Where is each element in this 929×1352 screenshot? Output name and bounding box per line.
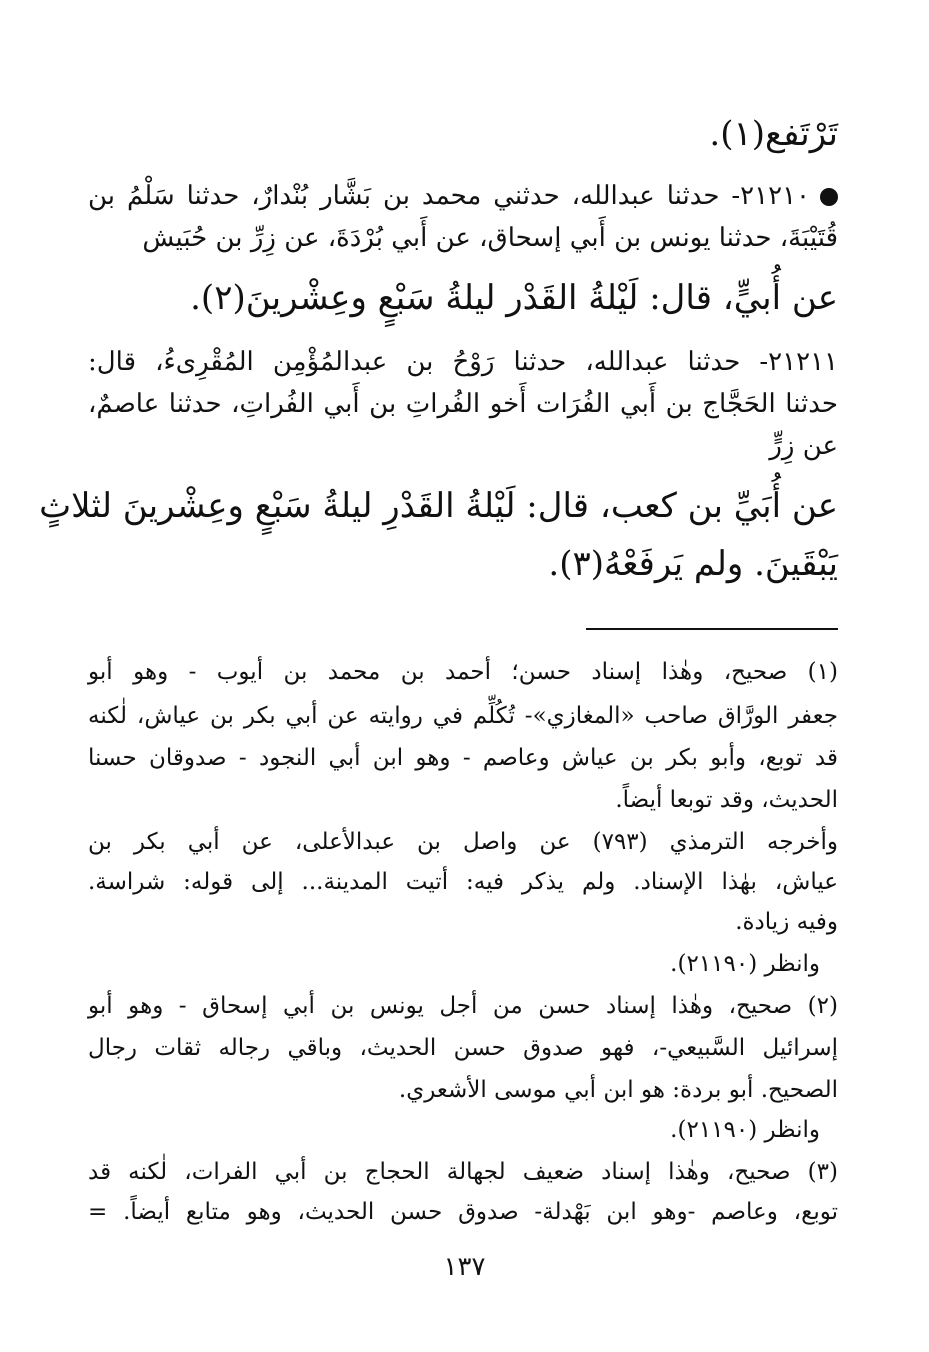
footnote-1-line-8: وانظر (٢١١٩٠). xyxy=(670,951,820,977)
hadith-21211-chain-line-2: حدثنا الحَجَّاج بن أَبي الفُرَات أَخو الفُراتِ بن أَبي الفُراتِ، حدثنا عاصمٌ، xyxy=(88,389,838,419)
footnote-2-line-4: وانظر (٢١١٩٠). xyxy=(670,1117,820,1143)
hadith-21210-text: عن أُبيٍّ، قال: لَيْلةُ القَدْر ليلةُ سَبْعٍ وعِشْرينَ(٢). xyxy=(190,278,838,318)
footnote-2-line-3: الصحيح. أبو بردة: هو ابن أبي موسى الأشعري. xyxy=(398,1077,838,1103)
footnote-1-line-4: الحديث، وقد توبعا أيضاً. xyxy=(615,787,838,813)
hadith-21211-text-line-2: يَبْقَينَ. ولم يَرفَعْهُ(٣). xyxy=(548,544,838,584)
hadith-21210-chain-line-1 xyxy=(88,178,838,214)
footnote-3-line-1: (٣) صحيح، وهٰذا إسناد ضعيف لجهالة الحجاج بن أبي الفرات، لٰكنه قد xyxy=(88,1159,838,1185)
footnote-1-line-2: جعفر الورَّاق صاحب «المغازي»- تُكُلِّم في روايته عن أبي بكر بن عياش، لٰكنه xyxy=(88,703,838,729)
hadith-21211-chain-line-3: عن زِرٍّ xyxy=(769,431,838,461)
footnote-1-line-6: عياش، بهٰذا الإسناد. ولم يذكر فيه: أتيت المدينة... إلى قوله: شراسة. xyxy=(88,869,838,895)
continuation-line: تَرْتَفع(١). xyxy=(709,114,838,154)
footnote-1-line-1: (١) صحيح، وهٰذا إسناد حسن؛ أحمد بن محمد بن أيوب - وهو أبو xyxy=(88,659,838,685)
footnote-2-line-2: إسرائيل السَّبيعي-، فهو صدوق حسن الحديث، وباقي رجاله ثقات رجال xyxy=(88,1035,838,1061)
hadith-21210-chain-line-2: قُتَيْبَةَ، حدثنا يونس بن أَبي إسحاق، عن أَبي بُرْدَةَ، عن زِرِّ بن حُبَيش xyxy=(142,223,838,253)
hadith-21211-text-line-1: عن أُبَيِّ بن كعب، قال: لَيْلةُ القَدْرِ ليلةُ سَبْعٍ وعِشْرينَ لثلاثٍ xyxy=(39,486,838,526)
footnote-2-line-1: (٢) صحيح، وهٰذا إسناد حسن من أجل يونس بن أبي إسحاق - وهو أبو xyxy=(88,993,838,1019)
footnote-3-line-2: توبع، وعاصم -وهو ابن بَهْدلة- صدوق حسن الحديث، وهو متابع أيضاً. = xyxy=(88,1199,838,1225)
page-number: ١٣٧ xyxy=(443,1252,486,1282)
hadith-21210-chain-text-1: ٢١٢١٠- حدثنا عبدالله، حدثني محمد بن بَشَّار بُنْدارٌ، حدثنا سَلْمُ بن xyxy=(88,181,810,211)
bullet-icon xyxy=(820,188,838,206)
footnote-1-line-7: وفيه زيادة. xyxy=(735,909,838,935)
footnote-1-line-3: قد توبع، وأبو بكر بن عياش وعاصم - وهو ابن أبي النجود - صدوقان حسنا xyxy=(88,745,838,771)
footnote-1-line-5: وأخرجه الترمذي (٧٩٣) عن واصل بن عبدالأعلى، عن أبي بكر بن xyxy=(88,829,838,855)
footnote-divider xyxy=(586,628,838,630)
hadith-21211-chain-line-1: ٢١٢١١- حدثنا عبدالله، حدثنا رَوْحُ بن عبدالمُؤْمِن المُقْرِىءُ، قال: xyxy=(88,347,838,377)
